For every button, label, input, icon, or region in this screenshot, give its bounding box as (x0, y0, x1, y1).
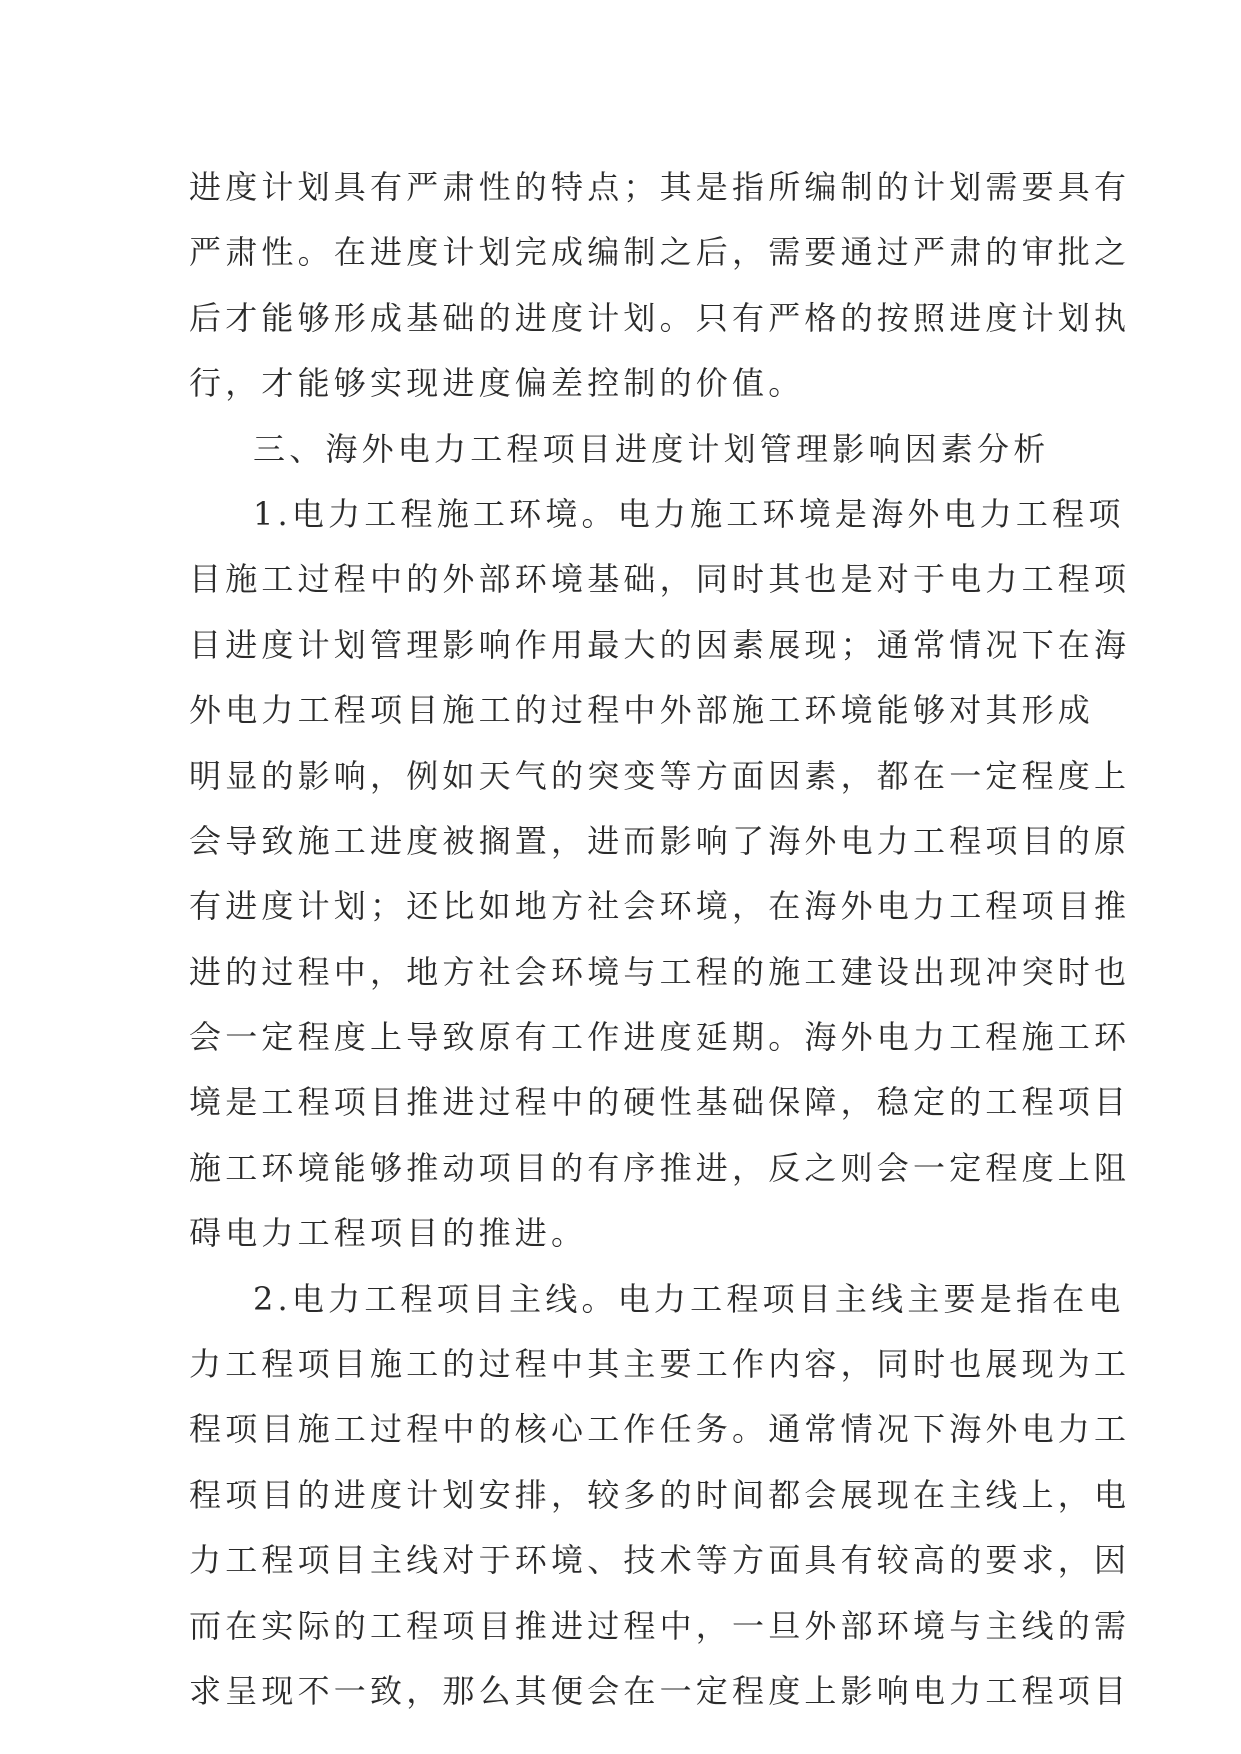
text-line: 进的过程中，地方社会环境与工程的施工建设出现冲突时也 (189, 952, 1131, 991)
text-line: 会一定程度上导致原有工作进度延期。海外电力工程施工环 (189, 1018, 1131, 1057)
section-heading: 三、海外电力工程项目进度计划管理影响因素分析 (253, 429, 1050, 468)
text-line: 行，才能够实现进度偏差控制的价值。 (189, 364, 805, 403)
document-body (189, 155, 1131, 1724)
text-line: 外电力工程项目施工的过程中外部施工环境能够对其形成 (189, 691, 1095, 730)
text-line: 进度计划具有严肃性的特点；其是指所编制的计划需要具有 (189, 168, 1131, 206)
text-line: 明显的影响，例如天气的突变等方面因素，都在一定程度上 (189, 756, 1131, 795)
text-line: 力工程项目施工的过程中其主要工作内容，同时也展现为工 (189, 1345, 1131, 1384)
text-line: 2.电力工程项目主线。电力工程项目主线主要是指在电 (253, 1279, 1125, 1318)
text-line: 严肃性。在进度计划完成编制之后，需要通过严肃的审批之 (189, 233, 1131, 272)
text-line: 程项目的进度计划安排，较多的时间都会展现在主线上，电 (189, 1475, 1131, 1514)
text-line: 力工程项目主线对于环境、技术等方面具有较高的要求，因 (189, 1541, 1131, 1580)
text-line: 而在实际的工程项目推进过程中，一旦外部环境与主线的需 (189, 1606, 1131, 1645)
text-line: 碍电力工程项目的推进。 (189, 1214, 588, 1253)
text-line: 施工环境能够推动项目的有序推进，反之则会一定程度上阻 (189, 1148, 1131, 1187)
text-line: 求呈现不一致，那么其便会在一定程度上影响电力工程项目 (189, 1671, 1131, 1710)
text-line: 目施工过程中的外部环境基础，同时其也是对于电力工程项 (189, 560, 1131, 599)
text-line: 会导致施工进度被搁置，进而影响了海外电力工程项目的原 (189, 821, 1131, 860)
text-line: 境是工程项目推进过程中的硬性基础保障，稳定的工程项目 (189, 1083, 1131, 1122)
text-line: 目进度计划管理影响作用最大的因素展现；通常情况下在海 (189, 625, 1131, 664)
text-line: 程项目施工过程中的核心工作任务。通常情况下海外电力工 (189, 1410, 1131, 1449)
text-line: 后才能够形成基础的进度计划。只有严格的按照进度计划执 (189, 298, 1131, 337)
text-line: 有进度计划；还比如地方社会环境，在海外电力工程项目推 (189, 887, 1131, 926)
text-line: 1.电力工程施工环境。电力施工环境是海外电力工程项 (253, 494, 1125, 533)
